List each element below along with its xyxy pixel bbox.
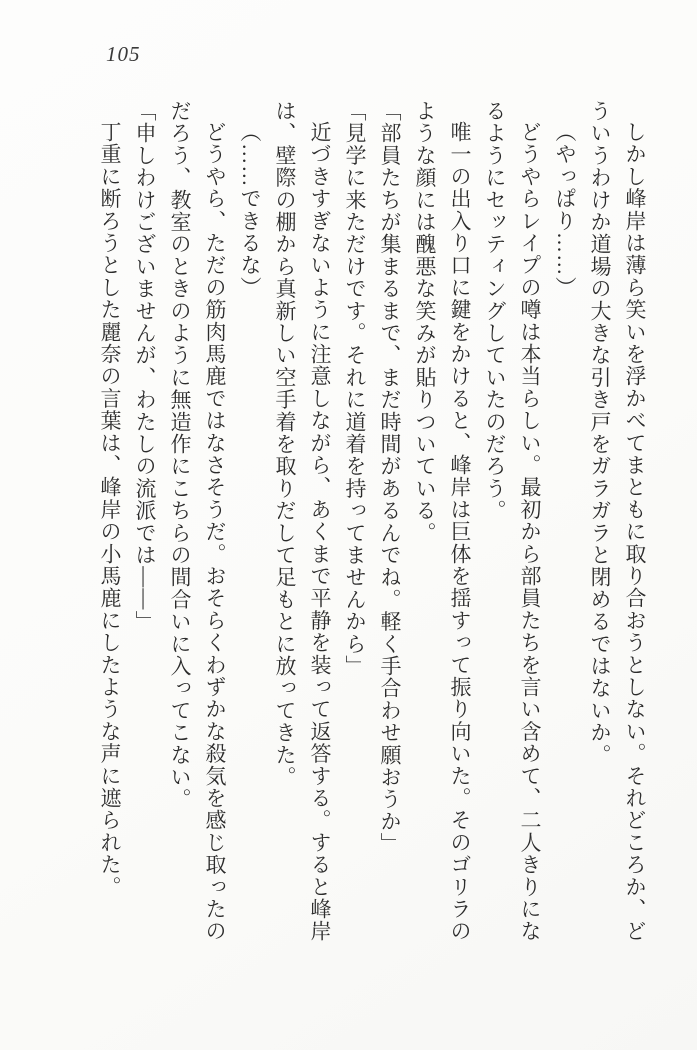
paragraph: （やっぱり……） [553,121,577,299]
paragraph: （……できるな） [238,121,262,299]
paragraph: 唯一の出入り口に鍵をかけると、峰岸は巨体を揺すって振り向いた。そのゴリラのような顔には醜悪な笑みが貼りついている。 [413,100,472,943]
paragraph: しかし峰岸は薄ら笑いを浮かべてまともに取り合おうとしない。それどころか、どういうわけか道場の大きな引き戸をガラガラと閉めるではないか。 [588,100,647,943]
page-number: 105 [106,42,141,66]
paragraph: 「申しわけございませんが、わたしの流派では——」 [133,100,157,633]
paragraph: 丁重に断ろうとした麗奈の言葉は、峰岸の小馬鹿にしたような声に遮られた。 [98,121,122,898]
paragraph: 近づきすぎないように注意しながら、あくまで平静を装って返答する。すると峰岸は、壁際の棚から真新しい空手着を取りだして足もとに放ってきた。 [273,100,332,943]
paragraph: どうやら、ただの筋肉馬鹿ではなさそうだ。おそらくわずかな殺気を感じ取ったのだろう、教室のときのように無造作にこちらの間合いに入ってこない。 [168,100,227,943]
vertical-text-block [92,100,652,948]
paragraph: 「部員たちが集まるまで、まだ時間があるんでね。軽く手合わせ願おうか」 [378,100,402,855]
paragraph: どうやらレイプの噂は本当らしい。最初から部員たちを言い含めて、二人きりになるようにセッティングしていたのだろう。 [483,100,542,943]
paragraph: 「見学に来ただけです。それに道着を持ってませんから」 [343,100,367,678]
